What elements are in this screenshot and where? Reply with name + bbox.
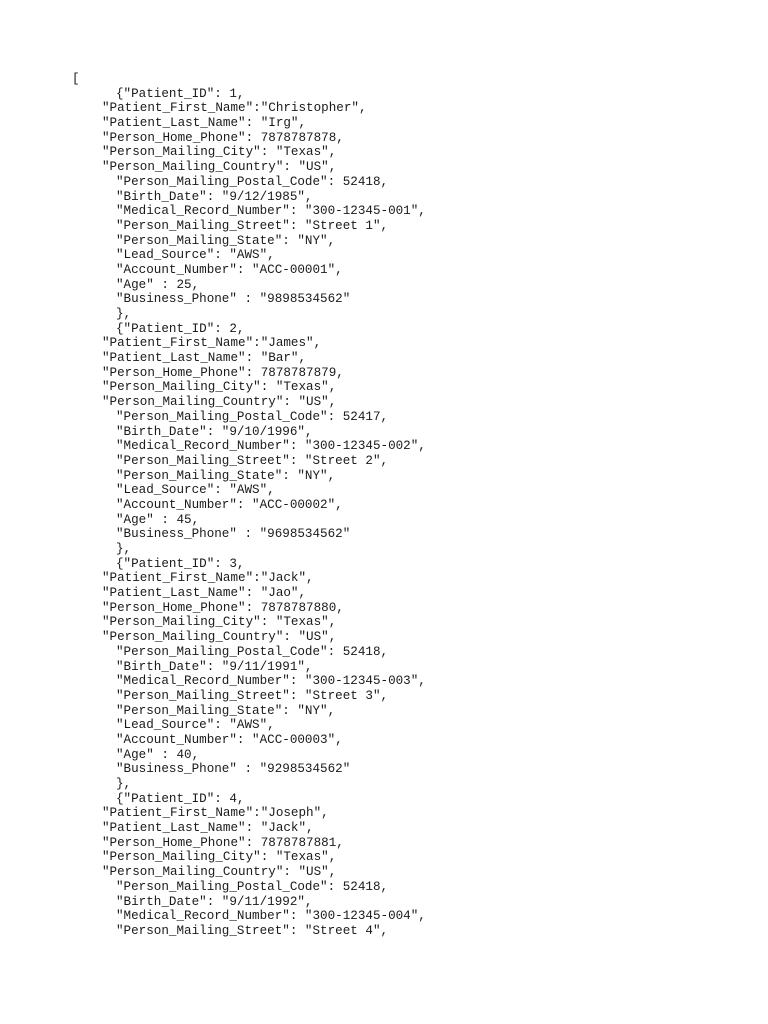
- record-close-line: },: [116, 307, 132, 321]
- mailing-country-line: "Person_Mailing_Country": "US",: [102, 630, 337, 645]
- business-phone-line: "Business_Phone" : "9698534562": [116, 527, 351, 542]
- bracket-open-line: [: [72, 72, 80, 86]
- mailing-city-line: "Person_Mailing_City": "Texas",: [102, 615, 337, 630]
- lead-source-line: "Lead_Source": "AWS",: [116, 248, 275, 263]
- mailing-street-line: "Person_Mailing_Street": "Street 1",: [116, 218, 389, 233]
- mailing-country-line: "Person_Mailing_Country": "US",: [102, 160, 337, 175]
- mailing-street-line: "Person_Mailing_Street": "Street 4",: [116, 923, 389, 938]
- mailing-street-line: "Person_Mailing_Street": "Street 3",: [116, 688, 389, 703]
- first-name-line: "Patient_First_Name":"Joseph",: [102, 806, 329, 821]
- home-phone-line: "Person_Home_Phone": 7878787879,: [102, 365, 344, 380]
- mailing-state-line: "Person_Mailing_State": "NY",: [116, 233, 336, 248]
- mailing-street-line: "Person_Mailing_Street": "Street 2",: [116, 453, 389, 468]
- document-page: [0, 72, 768, 939]
- first-name-line: "Patient_First_Name":"James",: [102, 336, 322, 351]
- home-phone-line: "Person_Home_Phone": 7878787881,: [102, 835, 344, 850]
- last-name-line: "Patient_Last_Name": "Jao",: [102, 586, 307, 601]
- last-name-line: "Patient_Last_Name": "Jack",: [102, 821, 314, 836]
- last-name-line: "Patient_Last_Name": "Bar",: [102, 351, 307, 366]
- first-name-line: "Patient_First_Name":"Christopher",: [102, 101, 367, 116]
- medical-record-line: "Medical_Record_Number": "300-12345-003",: [116, 674, 426, 689]
- mailing-city-line: "Person_Mailing_City": "Texas",: [102, 145, 337, 160]
- postal-code-line: "Person_Mailing_Postal_Code": 52418,: [116, 174, 389, 189]
- record-open-line: {"Patient_ID": 1,: [116, 86, 245, 101]
- age-line: "Age" : 45,: [116, 512, 200, 527]
- record-open-line: {"Patient_ID": 3,: [116, 556, 245, 571]
- business-phone-line: "Business_Phone" : "9298534562": [116, 762, 351, 777]
- postal-code-line: "Person_Mailing_Postal_Code": 52418,: [116, 879, 389, 894]
- mailing-state-line: "Person_Mailing_State": "NY",: [116, 468, 336, 483]
- mailing-country-line: "Person_Mailing_Country": "US",: [102, 865, 337, 880]
- medical-record-line: "Medical_Record_Number": "300-12345-002",: [116, 439, 426, 454]
- mailing-state-line: "Person_Mailing_State": "NY",: [116, 703, 336, 718]
- business-phone-line: "Business_Phone" : "9898534562": [116, 292, 351, 307]
- birth-date-line: "Birth_Date": "9/11/1992",: [116, 894, 313, 909]
- first-name-line: "Patient_First_Name":"Jack",: [102, 571, 314, 586]
- mailing-city-line: "Person_Mailing_City": "Texas",: [102, 380, 337, 395]
- record-open-line: {"Patient_ID": 2,: [116, 321, 245, 336]
- age-line: "Age" : 25,: [116, 277, 200, 292]
- home-phone-line: "Person_Home_Phone": 7878787878,: [102, 130, 344, 145]
- account-number-line: "Account_Number": "ACC-00001",: [116, 262, 343, 277]
- age-line: "Age" : 40,: [116, 747, 200, 762]
- postal-code-line: "Person_Mailing_Postal_Code": 52417,: [116, 409, 389, 424]
- medical-record-line: "Medical_Record_Number": "300-12345-004",: [116, 909, 426, 924]
- last-name-line: "Patient_Last_Name": "Irg",: [102, 116, 307, 131]
- record-open-line: {"Patient_ID": 4,: [116, 791, 245, 806]
- lead-source-line: "Lead_Source": "AWS",: [116, 718, 275, 733]
- account-number-line: "Account_Number": "ACC-00002",: [116, 497, 343, 512]
- mailing-city-line: "Person_Mailing_City": "Texas",: [102, 850, 337, 865]
- postal-code-line: "Person_Mailing_Postal_Code": 52418,: [116, 644, 389, 659]
- account-number-line: "Account_Number": "ACC-00003",: [116, 732, 343, 747]
- birth-date-line: "Birth_Date": "9/10/1996",: [116, 424, 313, 439]
- birth-date-line: "Birth_Date": "9/11/1991",: [116, 659, 313, 674]
- birth-date-line: "Birth_Date": "9/12/1985",: [116, 189, 313, 204]
- lead-source-line: "Lead_Source": "AWS",: [116, 483, 275, 498]
- medical-record-line: "Medical_Record_Number": "300-12345-001",: [116, 204, 426, 219]
- mailing-country-line: "Person_Mailing_Country": "US",: [102, 395, 337, 410]
- home-phone-line: "Person_Home_Phone": 7878787880,: [102, 600, 344, 615]
- record-close-line: },: [116, 777, 132, 791]
- record-close-line: },: [116, 542, 132, 556]
